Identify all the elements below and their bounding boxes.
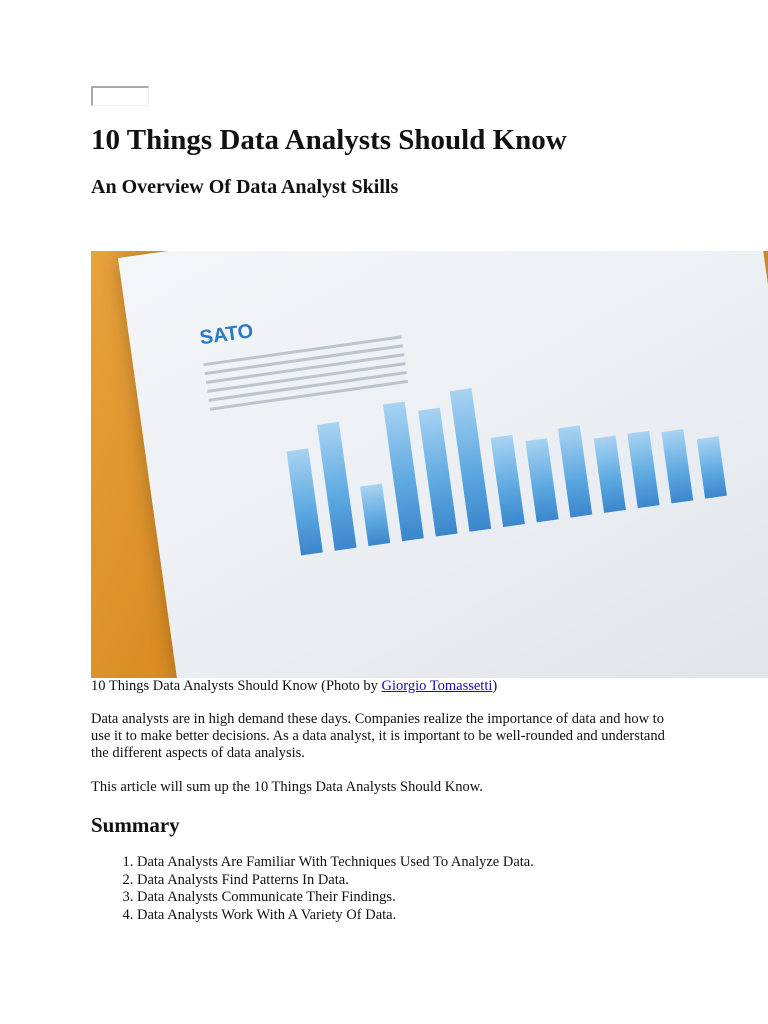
report-bar	[558, 425, 592, 517]
report-bar	[360, 484, 390, 546]
report-bar	[418, 407, 458, 536]
report-paper	[118, 251, 768, 678]
article-title: 10 Things Data Analysts Should Know	[91, 124, 567, 156]
sato-logo: SATO	[198, 320, 255, 350]
photo-caption	[91, 678, 497, 695]
caption-text: 10 Things Data Analysts Should Know (Photo by	[91, 678, 382, 694]
article-subtitle: An Overview Of Data Analyst Skills	[91, 176, 399, 198]
report-bar	[697, 436, 727, 498]
image-placeholder-box	[91, 86, 149, 106]
list-item: 2. Data Analysts Find Patterns In Data.	[137, 872, 534, 890]
list-item: 3. Data Analysts Communicate Their Findings.	[137, 889, 534, 907]
report-bar	[594, 436, 626, 513]
summary-intro-paragraph: This article will sum up the 10 Things Data Analysts Should Know.	[91, 779, 483, 795]
article-photo	[91, 251, 768, 678]
report-bar	[286, 448, 322, 555]
summary-list	[91, 854, 534, 924]
list-item: 1. Data Analysts Are Familiar With Techniques Used To Analyze Data.	[137, 854, 534, 872]
caption-suffix: )	[492, 678, 498, 694]
report-bar	[383, 402, 424, 542]
report-bar	[450, 388, 492, 532]
report-bar	[627, 431, 659, 508]
photographer-link[interactable]: Giorgio Tomassetti	[381, 678, 493, 694]
report-bar	[491, 435, 525, 527]
report-bar	[525, 438, 558, 523]
intro-paragraph: Data analysts are in high demand these days. Companies realize the importance of data and how to use it to make better decisions. As a data analyst, it is important to be well-rounded and understand the different aspects of data analysis.	[91, 711, 665, 761]
report-bar	[661, 429, 693, 503]
list-item: 4. Data Analysts Work With A Variety Of Data.	[137, 907, 534, 925]
summary-heading: Summary	[91, 813, 180, 837]
report-bar	[317, 421, 357, 550]
